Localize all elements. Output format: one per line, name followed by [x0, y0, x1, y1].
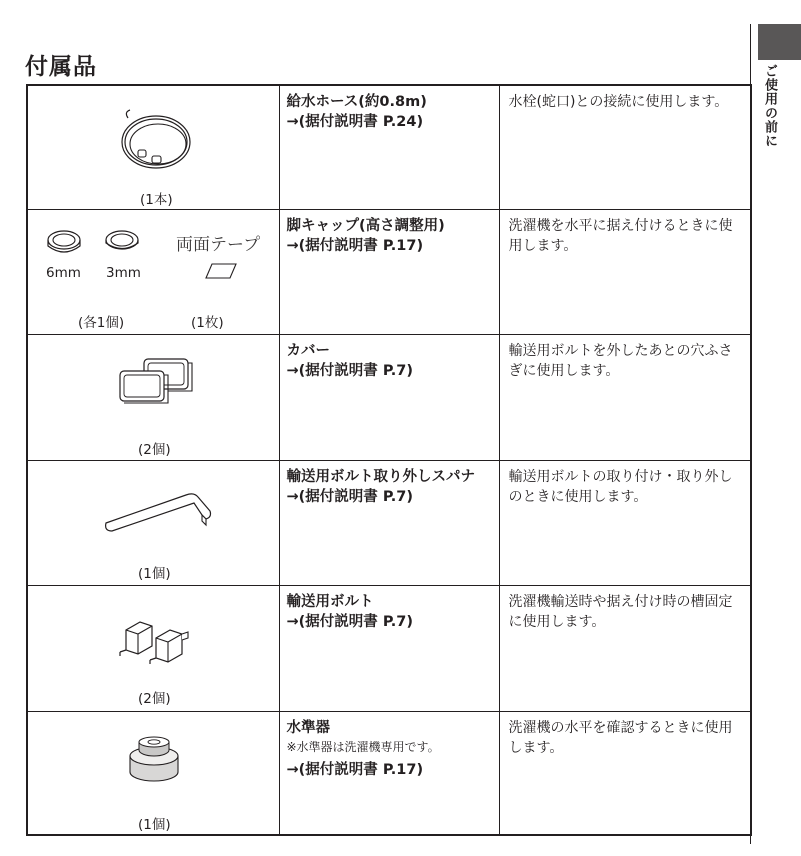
cap-6mm-label: 6mm	[46, 264, 81, 281]
caps-quantity-label: (各1個)	[78, 314, 125, 331]
side-tab-block	[758, 24, 801, 60]
item-description: 洗濯機輸送時や据え付け時の槽固定に使用します。	[508, 593, 733, 630]
table-row	[27, 711, 751, 835]
item-description: 輸送用ボルトの取り付け・取り外しのときに使用します。	[508, 468, 733, 505]
cap-3mm-label: 3mm	[106, 264, 141, 281]
accessories-table	[26, 84, 752, 836]
description-cell	[499, 711, 751, 835]
item-reference: →(据付説明書 P.7)	[286, 488, 414, 505]
name-cell	[279, 585, 499, 711]
hose-icon	[116, 106, 196, 176]
tape-quantity-label: (1枚)	[191, 314, 224, 331]
description-cell	[499, 85, 751, 209]
image-cell	[27, 711, 279, 835]
image-cell	[27, 334, 279, 460]
description-cell	[499, 209, 751, 334]
transport-bolt-icon	[116, 608, 196, 668]
name-cell	[279, 85, 499, 209]
table-row	[27, 334, 751, 460]
quantity-label: (1個)	[138, 565, 171, 582]
item-name: 給水ホース(約0.8m)	[286, 94, 427, 110]
table-row	[27, 209, 751, 334]
name-cell	[279, 711, 499, 835]
table-row	[27, 585, 751, 711]
name-cell	[279, 334, 499, 460]
item-reference: →(据付説明書 P.7)	[286, 362, 414, 379]
item-description: 洗濯機を水平に据え付けるときに使用します。	[508, 217, 733, 254]
item-reference: →(据付説明書 P.17)	[286, 237, 424, 254]
item-note: ※水準器は洗濯機専用です。	[286, 739, 440, 754]
quantity-label: (2個)	[138, 441, 171, 458]
spirit-level-icon	[126, 736, 182, 786]
description-cell	[499, 585, 751, 711]
item-reference: →(据付説明書 P.17)	[286, 761, 424, 778]
spanner-icon	[102, 489, 214, 539]
quantity-label: (2個)	[138, 690, 171, 707]
item-description: 水栓(蛇口)との接続に使用します。	[508, 94, 729, 110]
item-description: 輸送用ボルトを外したあとの穴ふさぎに使用します。	[508, 342, 733, 379]
image-cell	[27, 85, 279, 209]
description-cell	[499, 460, 751, 585]
tape-label: 両面テープ	[176, 234, 261, 255]
item-reference: →(据付説明書 P.7)	[286, 613, 414, 630]
item-description: 洗濯機の水平を確認するときに使用します。	[508, 719, 733, 756]
cover-icon	[114, 355, 194, 413]
item-name: 脚キャップ(高さ調整用)	[286, 217, 445, 234]
page-title: 付属品	[25, 54, 97, 80]
description-cell	[499, 334, 751, 460]
item-name: 輸送用ボルト取り外しスパナ	[286, 468, 475, 485]
double-sided-tape-icon	[204, 262, 238, 280]
quantity-label: (1本)	[140, 192, 173, 208]
table-row	[27, 85, 751, 209]
table-row	[27, 460, 751, 585]
image-cell	[27, 460, 279, 585]
image-cell	[27, 209, 279, 334]
item-name: 輸送用ボルト	[286, 593, 374, 610]
image-cell	[27, 585, 279, 711]
foot-cap-3mm-icon	[102, 228, 142, 258]
item-name: カバー	[286, 342, 330, 359]
quantity-label: (1個)	[138, 816, 171, 833]
name-cell	[279, 209, 499, 334]
item-reference: →(据付説明書 P.24)	[286, 114, 424, 130]
foot-cap-6mm-icon	[44, 228, 84, 260]
side-tab-label: ご使用の前に	[762, 64, 777, 148]
item-name: 水準器	[286, 719, 330, 736]
name-cell	[279, 460, 499, 585]
